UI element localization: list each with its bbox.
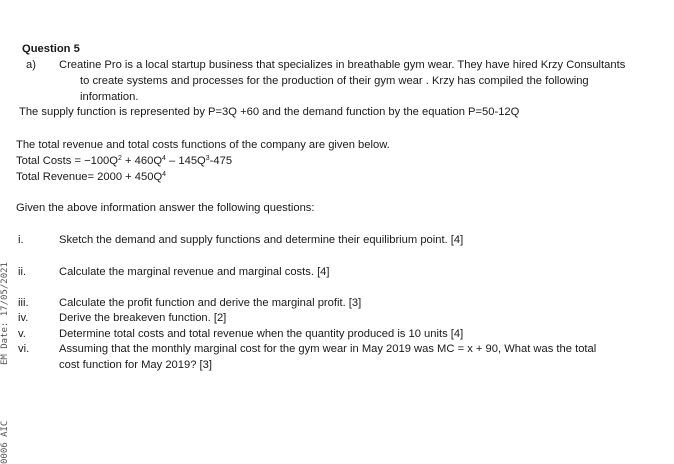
item-text-5: Determine total costs and total revenue when the quantity produced is 10 units [4]	[59, 328, 464, 340]
question-heading: Question 5	[22, 43, 80, 55]
totals-intro: The total revenue and total costs functions of the company are given below.	[16, 139, 390, 151]
tc-mid2: – 145Q	[165, 155, 206, 167]
tr-prefix: Total Revenue= 2000 + 450Q	[16, 171, 163, 183]
item-num-3: iii.	[18, 297, 29, 309]
intro-line-1: Creatine Pro is a local startup business that specializes in breathable gym wear. They have hired Krzy Consultants	[59, 59, 626, 71]
item-text-1: Sketch the demand and supply functions and determine their equilibrium point. [4]	[59, 234, 464, 246]
intro-line-2: to create systems and processes for the production of their gym wear . Krzy has compiled the following	[80, 75, 589, 87]
intro-line-3: information.	[80, 91, 139, 103]
tc-prefix: Total Costs = −100Q	[16, 155, 118, 167]
total-costs-equation	[16, 154, 232, 168]
left-margin-strip-top	[0, 175, 10, 365]
left-margin-strip-bottom	[0, 400, 10, 464]
supply-demand-statement: The supply function is represented by P=3Q +60 and the demand function by the equation P=50-12Q	[19, 106, 520, 118]
margin-text-bottom: 0006 AIC	[0, 420, 10, 464]
item-num-1: i.	[18, 234, 24, 246]
item-num-5: v.	[18, 328, 26, 340]
part-label: a)	[26, 59, 36, 71]
tc-exp1: 2	[118, 155, 122, 162]
item-text-3: Calculate the profit function and derive the marginal profit. [3]	[59, 297, 362, 309]
tc-mid1: + 460Q	[121, 155, 163, 167]
tc-suffix: -475	[209, 155, 233, 167]
item-text-6-line-2: cost function for May 2019? [3]	[59, 359, 212, 371]
total-revenue-equation	[16, 170, 166, 184]
item-num-2: ii.	[18, 266, 27, 278]
tr-exp1: 4	[162, 171, 167, 178]
instruction: Given the above information answer the following questions:	[16, 202, 315, 214]
item-text-6: Assuming that the monthly marginal cost for the gym wear in May 2019 was MC = x + 90, What was the total	[59, 343, 597, 355]
tc-exp3: 3	[205, 155, 210, 162]
item-text-2: Calculate the marginal revenue and marginal costs. [4]	[59, 266, 330, 278]
item-num-4: iv.	[18, 312, 29, 324]
item-num-6: vi.	[18, 343, 30, 355]
item-text-4: Derive the breakeven function. [2]	[59, 312, 227, 324]
tc-exp2: 4	[162, 155, 166, 162]
margin-text-top: EM Date: 17/05/2021	[0, 262, 10, 365]
